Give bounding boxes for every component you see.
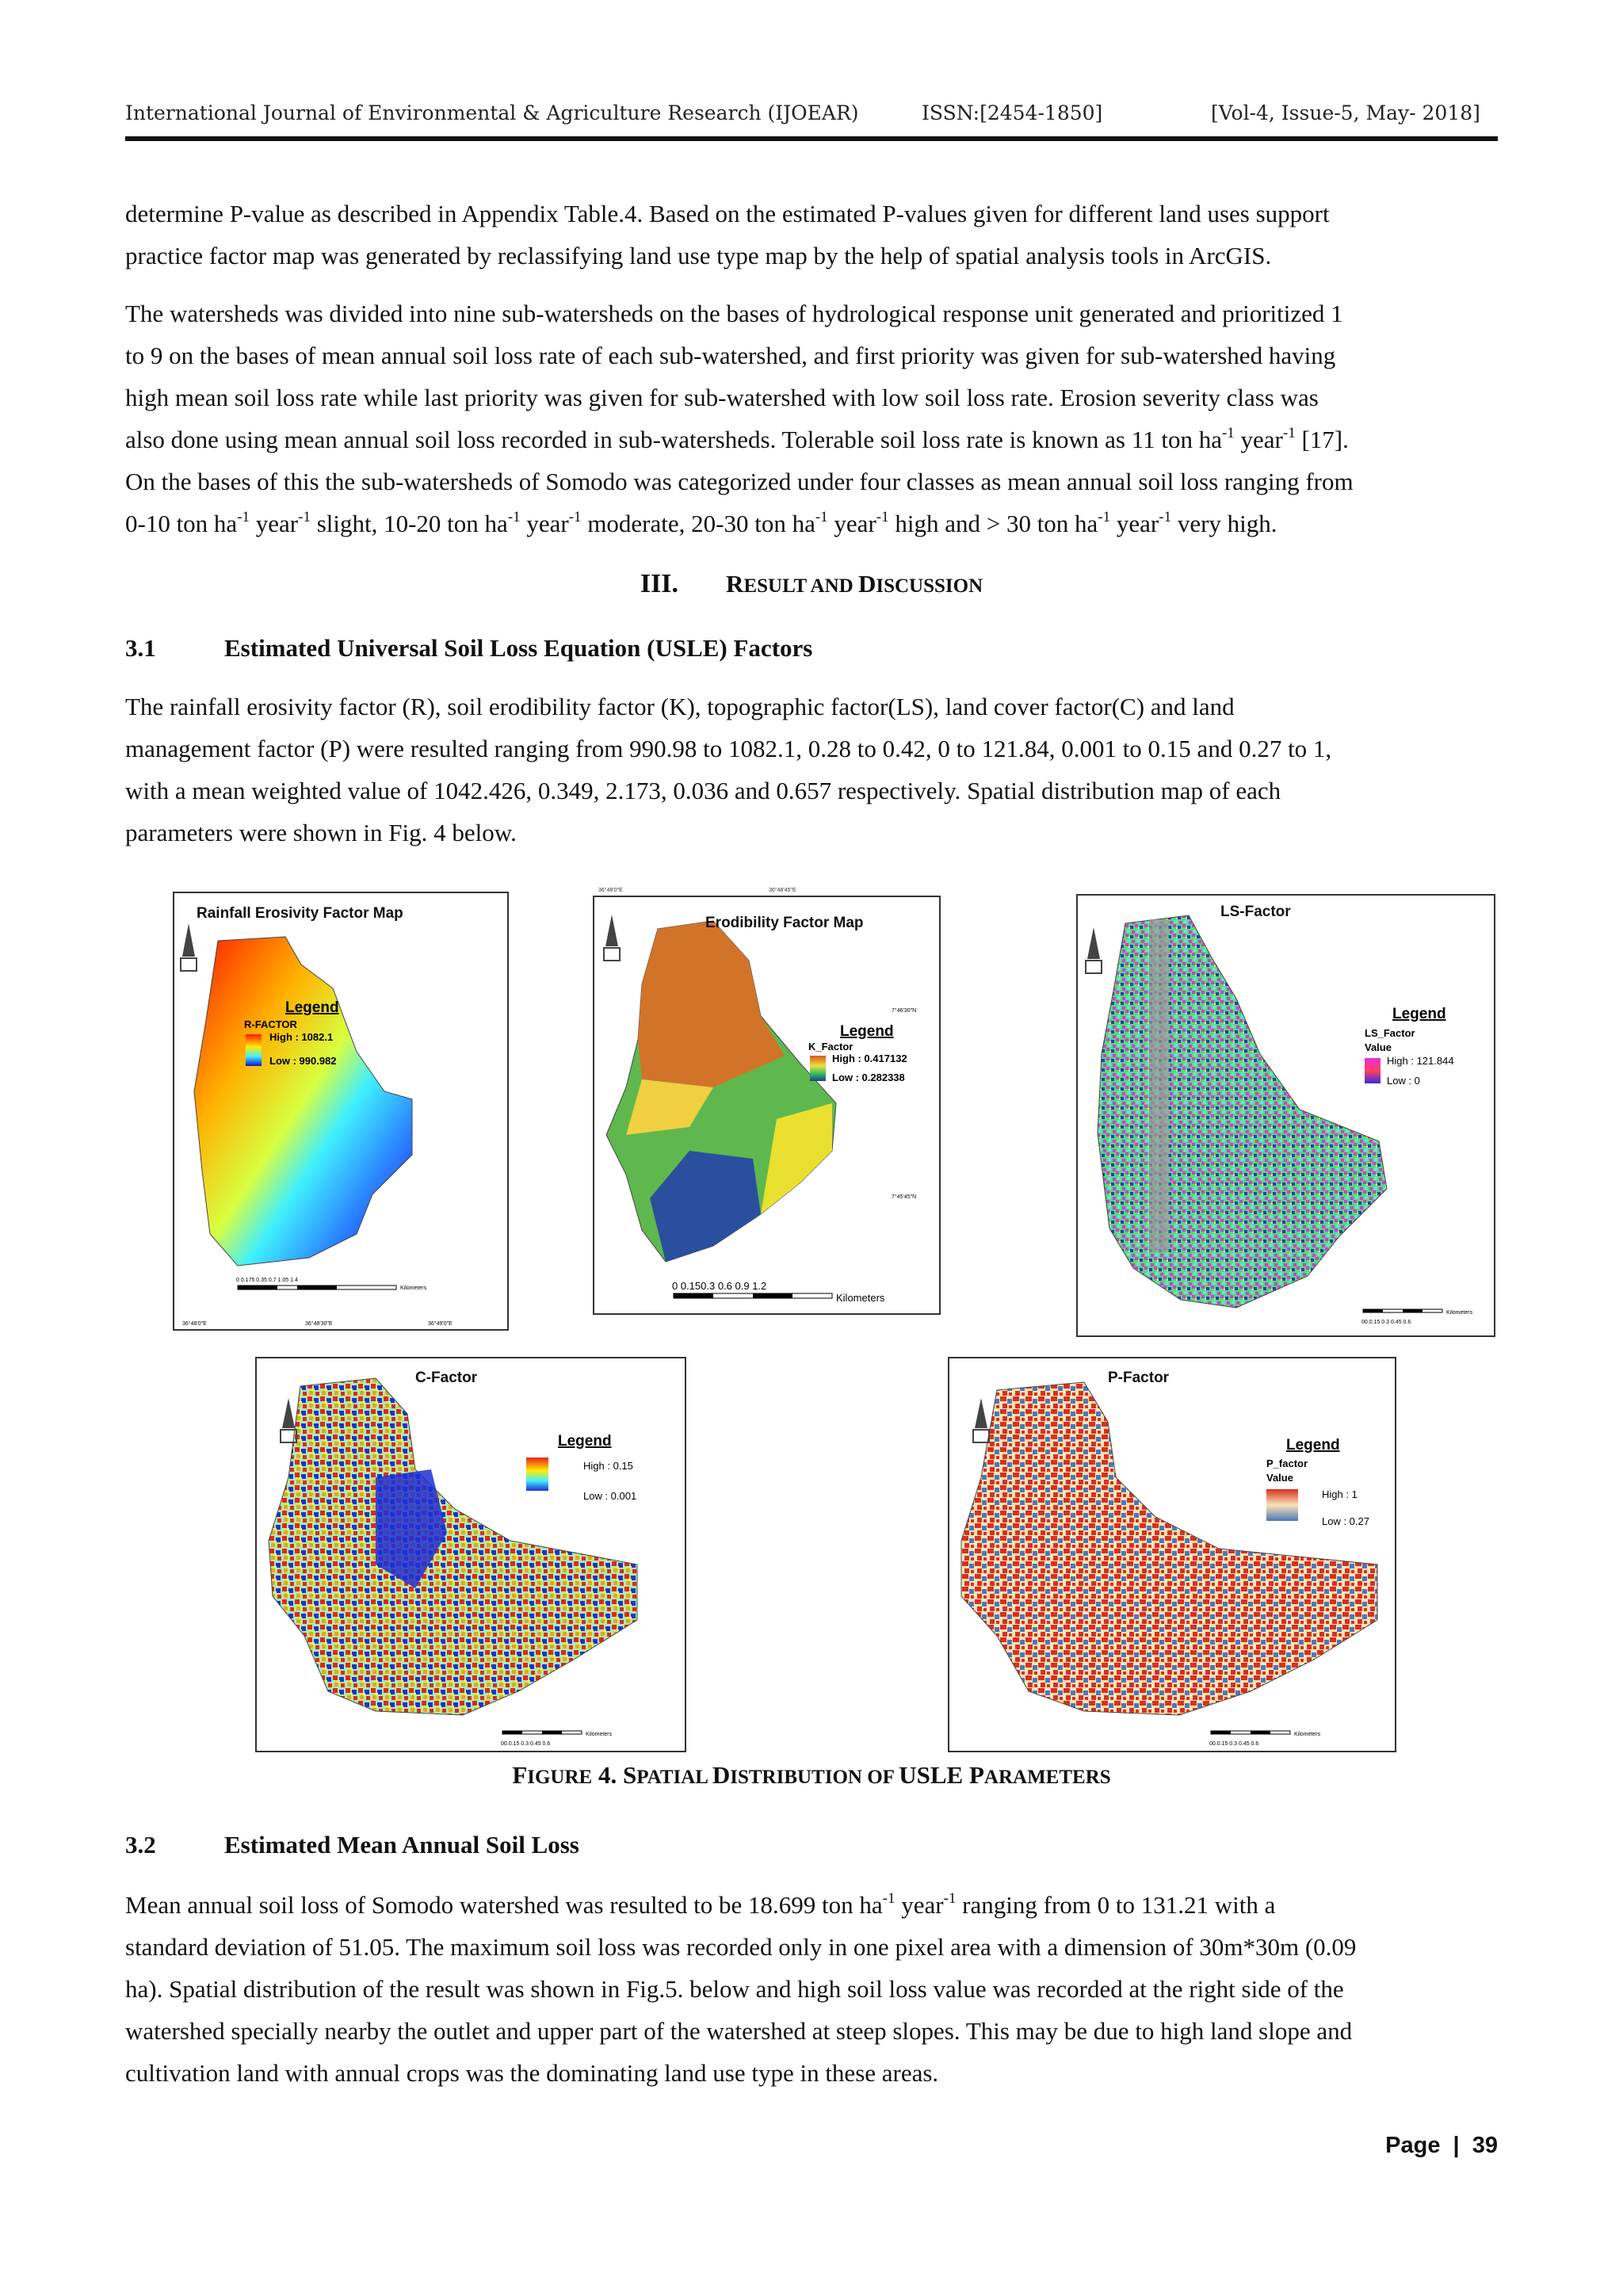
legend-ramp bbox=[810, 1056, 826, 1081]
lon-label: 36°48'45"E bbox=[769, 888, 796, 893]
caption-part: USLE bbox=[899, 1761, 969, 1789]
legend-low: Low : 0.001 bbox=[583, 1490, 637, 1502]
superscript: -1 bbox=[1282, 424, 1296, 441]
map-title: C-Factor bbox=[415, 1370, 478, 1386]
section-number: III. bbox=[640, 569, 679, 598]
legend-low: Low : 0 bbox=[1387, 1075, 1420, 1087]
superscript: -1 bbox=[1221, 424, 1235, 441]
header-rule bbox=[125, 136, 1498, 141]
superscript: -1 bbox=[507, 508, 521, 525]
legend-high: High : 0.417132 bbox=[832, 1052, 907, 1064]
text-span: slight, 10-20 ton ha bbox=[310, 510, 508, 537]
caption-part: PATIAL bbox=[636, 1767, 712, 1788]
text-line: standard deviation of 51.05. The maximum soil loss was recorded only in one pixel area with a dimension of 30m*30m (0.09 bbox=[125, 1933, 1357, 1961]
legend-title: Legend bbox=[285, 999, 339, 1016]
issn: ISSN:[2454-1850] bbox=[922, 101, 1103, 124]
text-span: Mean annual soil loss of Somodo watershed was resulted to be 18.699 ton ha bbox=[125, 1891, 883, 1919]
heading-part: ESULT AND bbox=[743, 575, 858, 597]
legend-value: Value bbox=[1365, 1041, 1392, 1053]
text-span: year bbox=[1234, 426, 1283, 453]
r-factor-svg bbox=[174, 893, 507, 1329]
lon-label: 36°48'30"E bbox=[305, 1321, 333, 1327]
map-title: P-Factor bbox=[1108, 1370, 1170, 1386]
north-arrow-icon bbox=[1086, 927, 1102, 973]
text-line: cultivation land with annual crops was the dominating land use type in these areas. bbox=[125, 2059, 939, 2087]
scale-unit: Kilometers bbox=[1446, 1310, 1473, 1316]
text-span: year bbox=[895, 1891, 944, 1919]
caption-part: ISTRIBUTION OF bbox=[730, 1767, 899, 1788]
k-factor-svg bbox=[594, 897, 939, 1313]
text-span: ranging from 0 to 131.21 with a bbox=[956, 1891, 1276, 1919]
superscript: -1 bbox=[237, 508, 250, 525]
map-c-factor bbox=[255, 1357, 686, 1752]
map-title: Erodibility Factor Map bbox=[705, 915, 864, 931]
text-span: very high. bbox=[1171, 510, 1277, 537]
scale-labels: 0 0.175 0.35 0.7 1.05 1.4 bbox=[236, 1278, 298, 1283]
map-title: Rainfall Erosivity Factor Map bbox=[197, 905, 403, 922]
text-line: practice factor map was generated by reclassifying land use type map by the help of spatial analysis tools in ArcGIS. bbox=[125, 242, 1272, 269]
subsection-title: Estimated Mean Annual Soil Loss bbox=[224, 1831, 579, 1859]
superscript: -1 bbox=[568, 508, 582, 525]
scale-unit: Kilometers bbox=[400, 1286, 427, 1291]
caption-char: D bbox=[712, 1761, 731, 1789]
subsection-heading-3-1 bbox=[125, 634, 812, 663]
text-span: [17]. bbox=[1295, 426, 1349, 453]
scale-unit: Kilometers bbox=[1294, 1732, 1321, 1737]
caption-char: F bbox=[512, 1761, 528, 1789]
scale-bar bbox=[1211, 1731, 1290, 1734]
text-span: 0-10 ton ha bbox=[125, 510, 238, 537]
legend-low: Low : 0.282338 bbox=[832, 1072, 905, 1083]
map-r-factor bbox=[173, 892, 509, 1331]
caption-number: 4. bbox=[592, 1761, 623, 1789]
heading-char: R bbox=[726, 570, 744, 598]
journal-name: International Journal of Environmental & Agriculture Research (IJOEAR) bbox=[125, 101, 859, 124]
text-span: year bbox=[827, 510, 876, 537]
text-line: with a mean weighted value of 1042.426, 0.349, 2.173, 0.036 and 0.657 respectively. Spatial distribution map of each bbox=[125, 777, 1281, 804]
text-line: to 9 on the bases of mean annual soil loss rate of each sub-watershed, and first priority was given for sub-watershed having bbox=[125, 342, 1336, 369]
legend-name: R-FACTOR bbox=[244, 1018, 297, 1030]
running-header bbox=[125, 94, 1498, 132]
figure-caption bbox=[0, 1761, 1623, 1790]
text-line: ha). Spatial distribution of the result was shown in Fig.5. below and high soil loss value was recorded at the right side of the bbox=[125, 1975, 1344, 2003]
legend-name: P_factor bbox=[1266, 1457, 1308, 1469]
scale-labels: 00.0.15 0.3 0.45 0.6 bbox=[1209, 1741, 1259, 1747]
text-span: year bbox=[250, 510, 299, 537]
heading-char: D bbox=[857, 570, 876, 598]
north-arrow-icon bbox=[181, 923, 197, 971]
superscript: -1 bbox=[882, 1889, 896, 1907]
legend-low: Low : 990.982 bbox=[269, 1055, 337, 1067]
text-span: high and > 30 ton ha bbox=[888, 510, 1098, 537]
paragraph-2 bbox=[125, 292, 1498, 544]
ls-factor-watershed bbox=[1098, 915, 1387, 1308]
legend-high: High : 121.844 bbox=[1387, 1055, 1454, 1067]
scale-labels: 0 0.150.3 0.6 0.9 1.2 bbox=[672, 1280, 767, 1292]
lon-label: 36°48'0"E bbox=[182, 1321, 207, 1327]
legend-title: Legend bbox=[558, 1433, 612, 1450]
text-line bbox=[125, 418, 1498, 460]
p-factor-svg bbox=[949, 1358, 1395, 1751]
c-factor-watershed bbox=[269, 1378, 637, 1715]
lon-label: 36°49'0"E bbox=[428, 1321, 453, 1327]
map-p-factor bbox=[948, 1357, 1396, 1752]
text-line: management factor (P) were resulted ranging from 990.98 to 1082.1, 0.28 to 0.42, 0 to 121.84, 0.001 to 0.15 and 0.27 to 1, bbox=[125, 735, 1332, 762]
map-title: LS-Factor bbox=[1220, 904, 1291, 920]
legend-ramp bbox=[1365, 1058, 1381, 1083]
map-ls-factor bbox=[1076, 894, 1495, 1337]
scale-labels: 00.0.15 0.3 0.45 0.6 bbox=[1361, 1320, 1411, 1325]
north-arrow-icon bbox=[604, 915, 620, 961]
scale-bar bbox=[502, 1731, 582, 1734]
caption-part: ARAMETERS bbox=[983, 1767, 1111, 1788]
page-separator: | bbox=[1453, 2133, 1460, 2158]
legend-title: Legend bbox=[1286, 1437, 1340, 1454]
paragraph-usle-factors bbox=[125, 686, 1498, 854]
legend-high: High : 1082.1 bbox=[269, 1031, 334, 1043]
legend-high: High : 0.15 bbox=[583, 1460, 633, 1472]
subsection-title: Estimated Universal Soil Loss Equation (USLE) Factors bbox=[224, 634, 813, 662]
ls-road-strip bbox=[1149, 919, 1169, 1252]
text-line: The watersheds was divided into nine sub-watersheds on the bases of hydrological response unit generated and prioritized 1 bbox=[125, 300, 1343, 327]
legend-ramp bbox=[526, 1457, 548, 1491]
page-label: Page bbox=[1385, 2133, 1441, 2158]
c-factor-svg bbox=[257, 1358, 685, 1751]
scale-unit: Kilometers bbox=[586, 1732, 613, 1737]
superscript: -1 bbox=[1098, 508, 1111, 525]
legend-high: High : 1 bbox=[1322, 1488, 1358, 1500]
scale-unit: Kilometers bbox=[836, 1292, 885, 1304]
legend-value: Value bbox=[1266, 1472, 1293, 1484]
r-factor-watershed bbox=[194, 937, 412, 1266]
legend-title: Legend bbox=[840, 1023, 894, 1040]
lat-label: 7°46'30"N bbox=[892, 1008, 917, 1014]
heading-part: ISCUSSION bbox=[876, 575, 983, 597]
legend-name: LS_Factor bbox=[1365, 1027, 1415, 1039]
subsection-number: 3.1 bbox=[125, 634, 156, 662]
superscript: -1 bbox=[815, 508, 828, 525]
north-arrow-icon bbox=[973, 1398, 989, 1442]
section-heading bbox=[0, 569, 1623, 599]
lon-label: 36°48'0"E bbox=[598, 888, 623, 893]
text-line bbox=[125, 502, 1498, 544]
superscript: -1 bbox=[1159, 508, 1172, 525]
scale-bar bbox=[1363, 1309, 1442, 1312]
text-line: determine P-value as described in Appendix Table.4. Based on the estimated P-values given for different land uses support bbox=[125, 200, 1330, 227]
p-factor-watershed bbox=[961, 1382, 1377, 1715]
legend-ramp bbox=[1266, 1489, 1298, 1521]
text-line bbox=[125, 1884, 1498, 1926]
superscript: -1 bbox=[298, 508, 311, 525]
superscript: -1 bbox=[876, 508, 889, 525]
text-span: year bbox=[1110, 510, 1159, 537]
legend-title: Legend bbox=[1392, 1006, 1446, 1022]
k-high-zone bbox=[638, 921, 785, 1087]
text-span: year bbox=[520, 510, 569, 537]
superscript: -1 bbox=[943, 1889, 957, 1907]
caption-char: S bbox=[622, 1761, 637, 1789]
map-k-factor bbox=[593, 888, 941, 1315]
lat-label: 7°45'45"N bbox=[892, 1194, 917, 1200]
caption-char: P bbox=[968, 1761, 984, 1789]
text-line: The rainfall erosivity factor (R), soil erodibility factor (K), topographic factor(LS), land cover factor(C) and land bbox=[125, 693, 1235, 720]
legend-ramp bbox=[246, 1034, 262, 1066]
scale-labels: 00.0.15 0.3 0.45 0.6 bbox=[501, 1741, 551, 1747]
page-number bbox=[1385, 2133, 1498, 2159]
ls-factor-svg bbox=[1078, 896, 1494, 1335]
scale-bar bbox=[238, 1286, 396, 1289]
legend-low: Low : 0.27 bbox=[1322, 1515, 1369, 1527]
caption-part: IGURE bbox=[527, 1767, 593, 1788]
text-line: parameters were shown in Fig. 4 below. bbox=[125, 819, 517, 846]
text-line: On the bases of this the sub-watersheds of Somodo was categorized under four classes as mean annual soil loss ranging from bbox=[125, 468, 1354, 495]
paragraph-soil-loss bbox=[125, 1884, 1498, 2094]
page-number-value: 39 bbox=[1472, 2133, 1498, 2158]
text-line: watershed specially nearby the outlet and upper part of the watershed at steep slopes. This may be due to high land slope and bbox=[125, 2017, 1353, 2045]
paragraph-1 bbox=[125, 193, 1498, 277]
subsection-heading-3-2 bbox=[125, 1831, 579, 1859]
scale-bar bbox=[674, 1293, 832, 1298]
text-span: also done using mean annual soil loss recorded in sub-watersheds. Tolerable soil loss rate is known as 11 ton ha bbox=[125, 426, 1222, 453]
legend-name: K_Factor bbox=[808, 1041, 854, 1052]
text-span: moderate, 20-30 ton ha bbox=[581, 510, 815, 537]
subsection-number: 3.2 bbox=[125, 1831, 156, 1859]
volume-info: [Vol-4, Issue-5, May- 2018] bbox=[1211, 101, 1480, 124]
text-line: high mean soil loss rate while last priority was given for sub-watershed with low soil loss rate. Erosion severity class was bbox=[125, 384, 1319, 411]
